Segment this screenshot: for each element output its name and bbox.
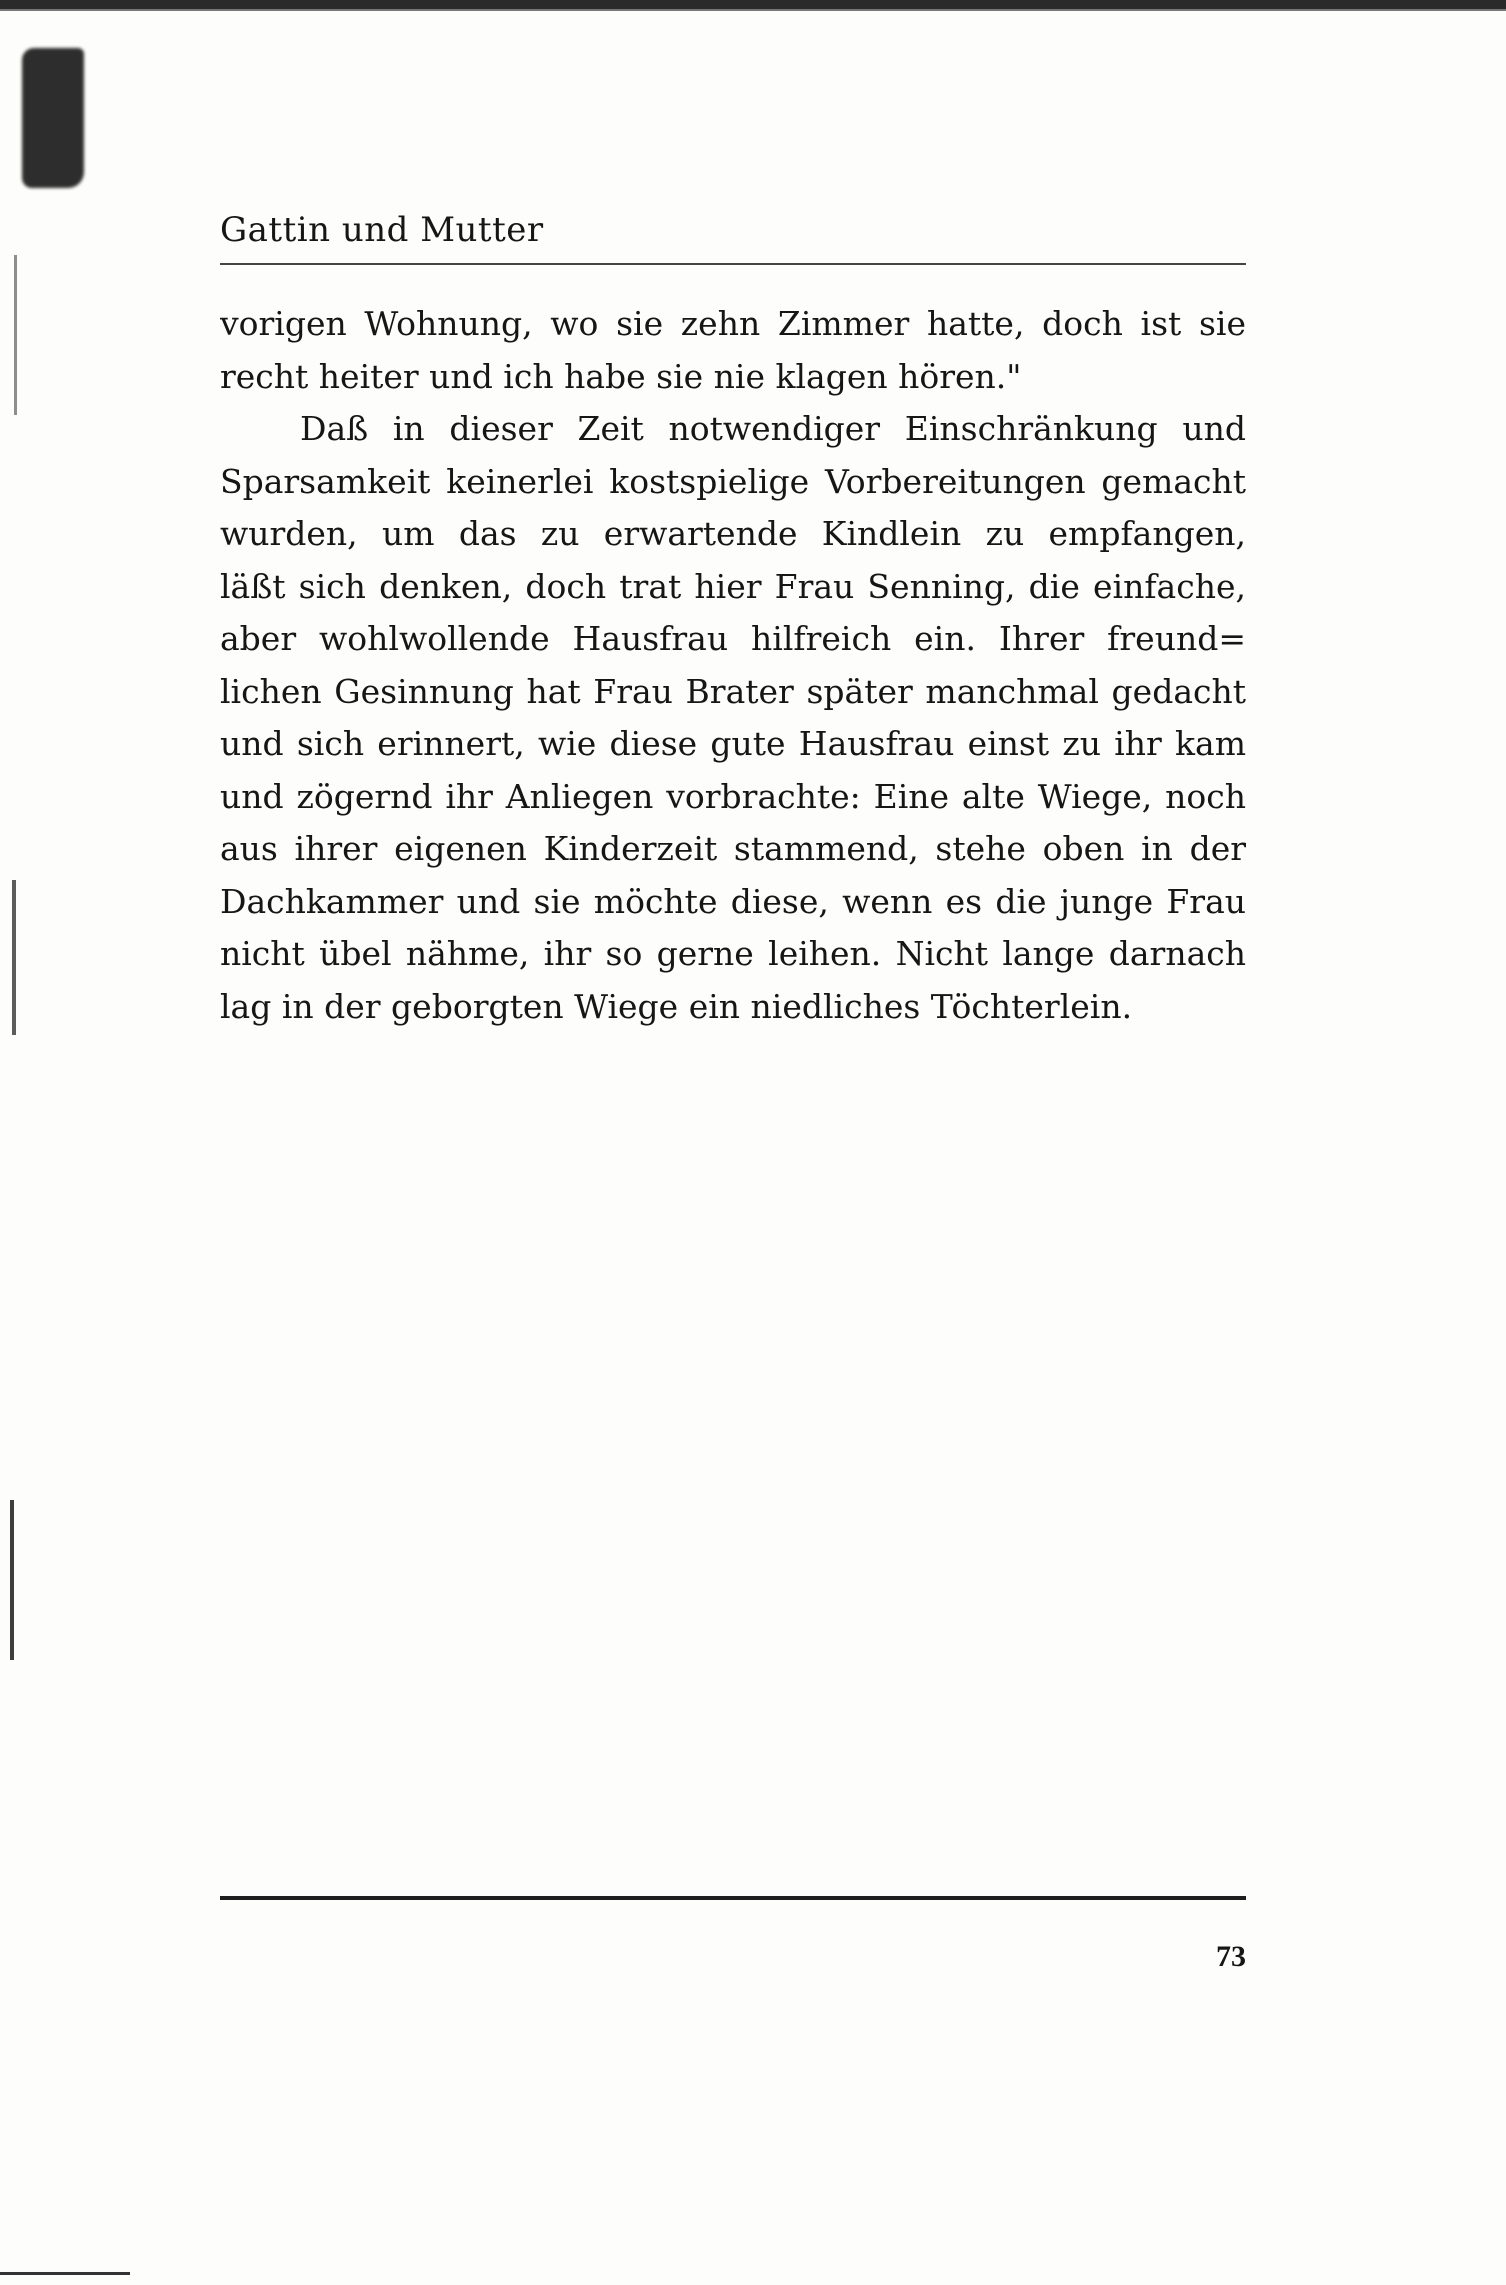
scan-edge-mark	[10, 1500, 14, 1660]
text-line: lichen Gesinnung hat Frau Brater später manchmal gedacht	[220, 671, 1246, 711]
body-text	[220, 298, 1246, 1033]
text-line: vorigen Wohnung, wo sie zehn Zimmer hatte, doch ist sie	[220, 304, 1246, 343]
scan-edge-mark	[14, 255, 17, 415]
text-line: und zögernd ihr Anliegen vorbrachte: Eine alte Wiege, noch	[220, 776, 1246, 816]
running-head: Gattin und Mutter	[220, 210, 544, 250]
scan-top-edge	[0, 0, 1506, 14]
text-line: aus ihrer eigenen Kinderzeit stammend, stehe oben in der	[220, 829, 1246, 868]
footer-rule	[220, 1896, 1246, 1900]
text-line: Dachkammer und sie möchte diese, wenn es die junge Frau	[220, 881, 1246, 921]
header-rule	[220, 263, 1246, 265]
text-line: recht heiter und ich habe sie nie klagen hören."	[220, 356, 1022, 396]
text-line: Sparsamkeit keinerlei kostspielige Vorbereitungen gemacht	[220, 461, 1246, 501]
text-line: wurden, um das zu erwartende Kindlein zu empfangen,	[220, 514, 1246, 553]
text-line: aber wohlwollende Hausfrau hilfreich ein. Ihrer freund=	[220, 619, 1246, 658]
text-line: läßt sich denken, doch trat hier Frau Senning, die einfache,	[220, 566, 1246, 606]
text-line: lag in der geborgten Wiege ein niedliches Töchterlein.	[220, 986, 1133, 1026]
scan-bottom-mark	[0, 2272, 130, 2275]
scan-edge-mark	[12, 880, 16, 1035]
text-line: und sich erinnert, wie diese gute Hausfrau einst zu ihr kam	[220, 724, 1246, 763]
page-number: 73	[1216, 1940, 1246, 1973]
text-line: Daß in dieser Zeit notwendiger Einschränkung und	[300, 409, 1246, 448]
page-header	[220, 205, 1246, 265]
scan-ink-blot	[22, 48, 84, 188]
text-line: nicht übel nähme, ihr so gerne leihen. Nicht lange darnach	[220, 934, 1246, 973]
